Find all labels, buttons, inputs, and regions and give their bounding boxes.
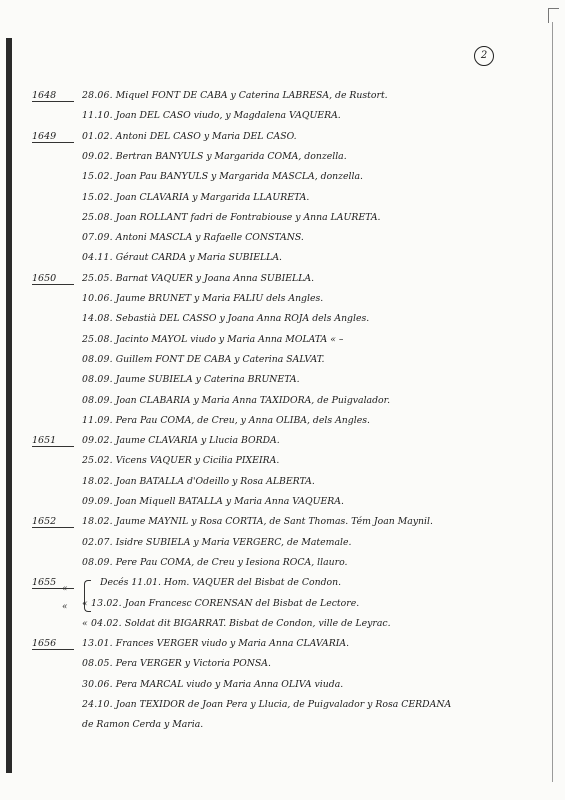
entry-text: Géraut CARDA y Maria SUBIELLA. [115, 252, 282, 264]
entry-date: 14.08. [82, 313, 113, 325]
entry-date: 24.10. [82, 699, 113, 710]
entry-text: Sebastià DEL CASSO y Joana Anna ROJA dels Angles. [115, 313, 370, 325]
entry-text-block [82, 598, 359, 609]
entry-text: Jaume SUBIELA y Caterina BRUNETA. [115, 374, 300, 386]
entry-text: Pera MARCAL viudo y Maria Anna OLIVA viuda. [115, 678, 344, 690]
entry-text-block [82, 699, 451, 710]
entry-row [0, 677, 540, 697]
entry-text: Miquel FONT DE CABA y Caterina LABRESA, de Rustort. [115, 90, 388, 101]
entry-text-block [82, 90, 388, 101]
entry-text: Soldat dit BIGARRAT. Bisbat de Condon, ville de Leyrac. [124, 617, 391, 629]
entry-text: Pere Pau COMA, de Creu y Iesiona ROCA, llauro. [115, 556, 348, 568]
entry-text-block [82, 110, 341, 121]
entry-date: 25.08. [82, 333, 113, 345]
entry-date: 11.10. [82, 110, 113, 122]
entry-row [0, 555, 540, 575]
entry-row [0, 393, 540, 413]
entry-date: « 04.02. [82, 617, 122, 629]
entry-text-block [82, 273, 314, 284]
entry-text-block [82, 679, 343, 690]
entry-row [0, 413, 540, 433]
entry-date: 09.02. [82, 435, 113, 447]
entry-text-block [82, 192, 309, 203]
entry-row [0, 372, 540, 392]
entry-date: 30.06. [82, 678, 113, 690]
entry-text: Bertran BANYULS y Margarida COMA, donzella. [115, 150, 347, 162]
entry-row [0, 149, 540, 169]
page-number: 2 [474, 46, 494, 66]
entry-text: Jacinto MAYOL viudo y Maria Anna MOLATA « – [115, 333, 344, 345]
entry-year: 1651 [32, 435, 74, 447]
entry-date: 09.09. [82, 496, 113, 507]
entry-row [0, 433, 540, 453]
entry-row [0, 129, 540, 149]
entry-text-block [82, 293, 323, 304]
entry-row [0, 169, 540, 189]
entry-text: Joan Miquell BATALLA y Maria Anna VAQUERA. [115, 496, 344, 507]
entry-text: Joan BATALLA d'Odeillo y Rosa ALBERTA. [115, 475, 315, 487]
entry-text: Jaume BRUNET y Maria FALIU dels Angles. [115, 293, 324, 304]
entry-text: de Ramon Cerda y Maria. [82, 719, 204, 731]
entry-row [0, 717, 540, 737]
entry-row [0, 190, 540, 210]
entry-row [0, 656, 540, 676]
entry-date: « 13.02. [82, 597, 122, 609]
entry-date: 18.02. [82, 475, 113, 487]
entry-row [0, 616, 540, 636]
entry-text: Vicens VAQUER y Cicilia PIXEIRA. [115, 455, 280, 467]
scan-corner-mark [548, 8, 559, 23]
entry-text-block [82, 232, 304, 243]
entry-row [0, 271, 540, 291]
entry-row [0, 636, 540, 656]
entry-row [0, 311, 540, 331]
entry-date: 15.02. [82, 171, 113, 183]
entry-row [0, 352, 540, 372]
entry-text: Guillem FONT DE CABA y Caterina SALVAT. [115, 353, 325, 365]
entry-text-block [82, 435, 280, 446]
entry-text-block [82, 151, 347, 162]
entry-year: 1655 [32, 577, 74, 589]
entry-text: Jaume MAYNIL y Rosa CORTIA, de Sant Thomas. Tém Joan Maynil. [115, 516, 433, 528]
entry-date: 08.09. [82, 353, 113, 365]
ditto-mark: « [62, 602, 68, 612]
entry-text-block [82, 313, 369, 324]
entry-text-block [82, 719, 203, 730]
entry-date: 08.09. [82, 374, 113, 386]
entry-date: 25.05. [82, 272, 113, 284]
entry-text: Antoni MASCLA y Rafaelle CONSTANS. [115, 232, 304, 244]
entry-date: 09.02. [82, 150, 113, 162]
entry-year: 1648 [32, 90, 74, 102]
entry-text-block [82, 496, 344, 507]
entry-text-block [82, 374, 300, 385]
entry-text-block [82, 171, 363, 182]
entry-text-block [82, 212, 381, 223]
entry-date: 07.09. [82, 232, 113, 244]
entry-text-block [82, 252, 282, 263]
entry-date: 25.08. [82, 211, 113, 223]
entry-date: 18.02. [82, 516, 113, 528]
entry-date: 13.01. [82, 638, 113, 650]
entry-date: 04.11. [82, 252, 113, 264]
entry-row [0, 697, 540, 717]
entry-text: Pera Pau COMA, de Creu, y Anna OLIBA, dels Angles. [115, 414, 370, 426]
entry-text: Pera VERGER y Victoria PONSA. [115, 658, 271, 670]
entry-date: 08.09. [82, 394, 113, 406]
entry-row [0, 514, 540, 534]
entry-text-block [82, 476, 315, 487]
entry-year: 1652 [32, 516, 74, 528]
entry-text-block [82, 395, 390, 406]
entry-year: 1656 [32, 638, 74, 650]
entry-text: Jaume CLAVARIA y Llucia BORDA. [115, 435, 280, 447]
entry-date: 15.02. [82, 191, 113, 203]
entry-text: Joan CLAVARIA y Margarida LLAURETA. [115, 191, 310, 203]
entry-text: Joan DEL CASO viudo, y Magdalena VAQUERA. [115, 110, 341, 122]
entry-row [0, 88, 540, 108]
entry-text-block [82, 638, 349, 649]
entry-row [0, 332, 540, 352]
entry-row [0, 108, 540, 128]
entry-date: 02.07. [82, 536, 113, 548]
entry-year: 1649 [32, 131, 74, 143]
entry-text: Barnat VAQUER y Joana Anna SUBIELLA. [115, 272, 315, 284]
entry-row [0, 210, 540, 230]
entry-text: Joan Pau BANYULS y Margarida MASCLA, donzella. [115, 171, 364, 183]
ditto-mark: « [62, 584, 68, 594]
entry-text-block [82, 618, 391, 629]
entry-text: Joan Francesc CORENSAN del Bisbat de Lectore. [124, 597, 360, 609]
entry-text: Isidre SUBIELA y Maria VERGERC, de Matemale. [115, 536, 352, 548]
entry-text: Decés 11.01. Hom. VAQUER del Bisbat de Condon. [100, 577, 342, 589]
entry-text-block [82, 334, 343, 345]
entry-row [0, 535, 540, 555]
entry-text-block [82, 354, 324, 365]
entry-text: Joan CLABARIA y Maria Anna TAXIDORA, de Puigvalador. [115, 394, 391, 406]
entry-text: Joan ROLLANT fadri de Fontrabiouse y Anna LAURETA. [115, 211, 381, 223]
entry-text-block [100, 577, 341, 588]
entry-date: 28.06. [82, 90, 113, 101]
entry-text-block [82, 415, 370, 426]
entry-row [0, 596, 540, 616]
entry-text-block [82, 455, 279, 466]
entry-row [0, 453, 540, 473]
entry-text-block [82, 557, 347, 568]
entry-date: 08.09. [82, 556, 113, 568]
entry-row [0, 230, 540, 250]
entry-text-block [82, 516, 433, 527]
entry-date: 01.02. [82, 130, 113, 142]
entry-row [0, 575, 540, 595]
entry-row [0, 250, 540, 270]
entry-date: 11.09. [82, 414, 113, 426]
entry-text: Antoni DEL CASO y Maria DEL CASO. [115, 130, 297, 142]
entry-date: 08.05. [82, 658, 113, 670]
entry-text-block [82, 537, 351, 548]
entry-text-block [82, 658, 271, 669]
entry-year: 1650 [32, 273, 74, 285]
entry-text: Joan TEXIDOR de Joan Pera y Llucia, de Puigvalador y Rosa CERDANA [115, 699, 452, 710]
entry-text-block [82, 131, 297, 142]
entry-text: Frances VERGER viudo y Maria Anna CLAVARIA. [115, 638, 350, 650]
scan-right-edge [552, 22, 553, 782]
entry-date: 25.02. [82, 455, 113, 467]
entry-row [0, 474, 540, 494]
entry-date: 10.06. [82, 293, 113, 304]
entry-row [0, 494, 540, 514]
entry-row [0, 291, 540, 311]
